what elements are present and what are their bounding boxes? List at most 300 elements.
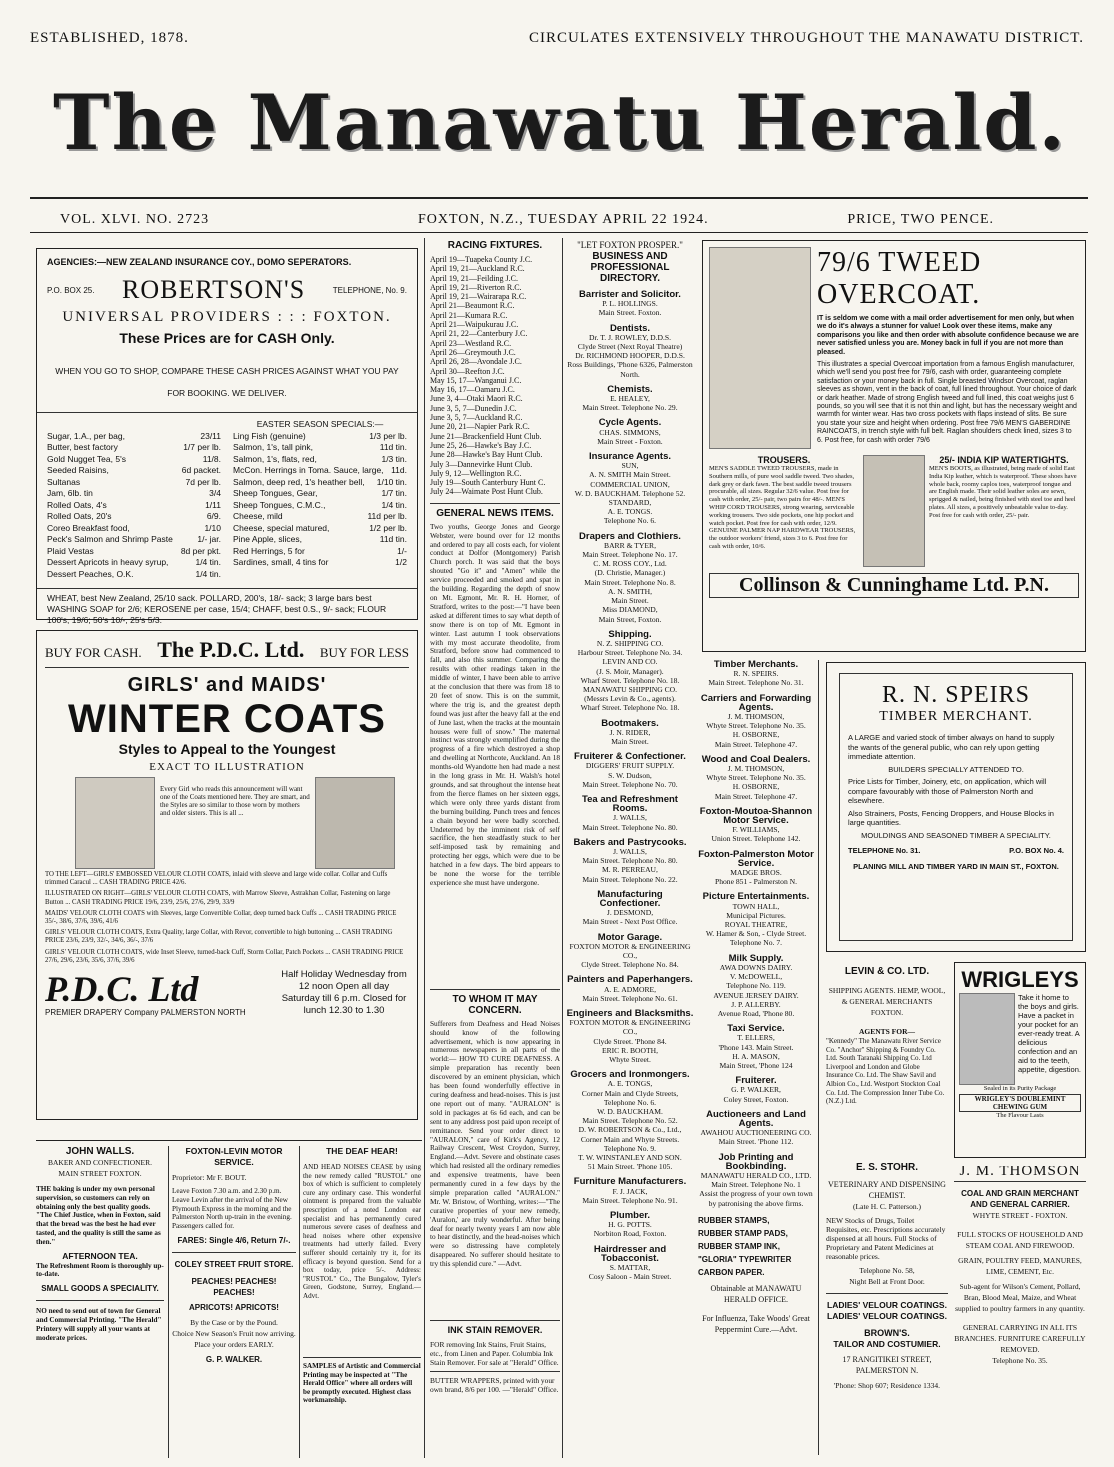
price-row: Coreo Breakfast food, 1/10: [47, 522, 221, 533]
directory-line: Main Street. Foxton.: [598, 308, 662, 318]
robertsons-name: ROBERTSON'S: [122, 275, 306, 304]
directory-entry: [698, 850, 814, 887]
directory-category: Bakers and Pastrycooks.: [573, 836, 687, 848]
directory-category: Carriers and Forwarding Agents.: [700, 692, 812, 713]
directory-line: Dr. T. J. ROWLEY, D.D.S.: [588, 332, 672, 342]
directory-line: Coley Street, Foxton.: [723, 1094, 789, 1104]
peaches-line: PEACHES! PEACHES! PEACHES!: [191, 1276, 277, 1297]
racing-list: April 19—Tuapeka County J.C. April 19, 21—Auckland R.C. April 19, 21—Feilding J.C. April 19, 21—Riverton R.C. April 19, 21—Wairarapa R.C. April 21—Beaumont R.C. April 21—Kumara R.C. April 21—Waipukurau J.C. April 21, 22—Canterbury J.C. April 23—Westland R.C. April 26—Greymouth J.C. April 26, 28—Avondale J.C. April 30—Reefton J.C. May 15, 17—Wanganui J.C. May 16, 17—Oamaru J.C. June 3, 4—Otaki Maori R.C. June 3, 5, 7—Dunedin J.C. June 3, 5, 7—Auckland R.C. June 20, 21—Napier Park R.C. June 21—Brackenfield Hunt Club. June 25, 26—Hawke's Bay J.C. June 28—Hawke's Bay Hunt Club. July 3—Dannevirke Hunt Club. July 9, 12—Wellington R.C. July 19—South Canterbury Hunt C. July 24—Waimate Post Hunt Club.: [430, 255, 546, 497]
directory-category: Job Printing and Bookbinding.: [718, 1151, 794, 1172]
directory-entry: [566, 933, 694, 970]
established-line: ESTABLISHED, 1878.: [30, 30, 189, 46]
levin-motor-title: FOXTON-LEVIN MOTOR SERVICE.: [185, 1146, 283, 1167]
speirs-para: Also Strainers, Posts, Fencing Droppers, and House Blocks in large quantities.: [848, 808, 1054, 827]
directory-line: Wharf Street. Telephone No. 18.: [580, 675, 680, 685]
directory-entry: [566, 324, 694, 379]
fruit-choice: Choice New Season's Fruit now arriving.: [172, 1328, 296, 1338]
pdc-buy-cash: BUY FOR CASH.: [45, 645, 142, 660]
directory-line: 'Phone 143. Main Street.: [718, 1042, 794, 1052]
directory-category: Tea and Refreshment Rooms.: [582, 793, 678, 815]
price-row: Sugar, 1.A., per bag, 23/11: [47, 430, 221, 441]
directory-line: Main Street. Telephone No. 8.: [584, 577, 676, 587]
stohr-telephone: Telephone No. 58,: [859, 1266, 915, 1275]
news-title: GENERAL NEWS ITEMS.: [436, 507, 554, 519]
directory-line: G. P. WALKER,: [731, 1085, 781, 1095]
stohr-title: E. S. STOHR.: [855, 1162, 919, 1173]
robertsons-compare: WHEN YOU GO TO SHOP, COMPARE THESE CASH PRICES AGAINST WHAT YOU PAY FOR BOOKING. WE DELIVER.: [55, 366, 399, 398]
directory-line: Harbour Street. Telephone No. 34.: [577, 648, 683, 658]
speirs-para: BUILDERS SPECIALLY ATTENDED TO.: [888, 764, 1024, 774]
directory-line: FOXTON MOTOR & ENGINEERING CO.,: [569, 1018, 691, 1037]
directory-category: Milk Supply.: [728, 952, 784, 964]
wrigleys-flavour: The Flavour Lasts: [996, 1112, 1044, 1119]
directory-line: Dr. RICHMOND HOOPER, D.D.S.: [575, 351, 685, 361]
directory-line: (J. S. Moir, Manager).: [596, 666, 664, 676]
thomson-para: GENERAL CARRYING IN ALL ITS BRANCHES. FURNITURE CAREFULLY REMOVED.: [954, 1323, 1086, 1354]
directory-entry: [566, 1245, 694, 1282]
ink-title: INK STAIN REMOVER.: [447, 1325, 543, 1335]
directory-line: A. E. ADMORE,: [603, 984, 657, 994]
wrigleys-figure: [959, 993, 1015, 1085]
levin-advert: [826, 966, 948, 1154]
speirs-name: R. N. SPEIRS: [881, 682, 1031, 708]
wrigleys-logo: WRIGLEYS: [961, 967, 1079, 992]
directory-entry: [566, 890, 694, 927]
directory-line: S. MATTAR,: [609, 1263, 651, 1273]
fruit-store-title: COLEY STREET FRUIT STORE.: [174, 1259, 294, 1269]
speirs-para: A LARGE and varied stock of timber always on hand to supply the wants of the general public, who can rely upon getting immediate attention.: [848, 733, 1055, 761]
directory-line: Main Street. Telephone 47.: [714, 739, 798, 749]
apricots-line: APRICOTS! APRICOTS!: [189, 1302, 279, 1312]
trousers-body: MEN'S SADDLE TWEED TROUSERS, made in Southern mills, of pure wool saddle tweed. Two shades, dark grey or dark fawn. The best saddle tweed trousers procurable, all sizes. Regular 32/6 value. Post free for cash with order, 25/- pair, two pairs for 48/-. MEN'S WHIP CORD TROUSERS, strong wearing, serviceable working trousers. Two side pockets, one hip pocket and watch pocket. Post free for cash with order, 12/9. GENUINE PALMER NAP HARDWEAR TROUSERS, the outdoor workers' friend, sizes 3 to 6. Post free for cash with order, 10/6.: [709, 465, 856, 550]
price-row: Salmon, 1's, tall pink, 11d tin.: [233, 442, 407, 452]
fruit-case: By the Case or by the Pound.: [190, 1317, 278, 1327]
price-row: Salmon, deep red, 1's heather bell, 1/10 tin.: [233, 476, 407, 487]
directory-line: Wharf Street. Telephone No. 18.: [580, 703, 680, 713]
thomson-advert: [954, 1166, 1086, 1456]
directory-line: F. J. JACK,: [612, 1186, 648, 1196]
price-row: Seeded Raisins, 6d packet.: [47, 465, 221, 475]
directory-entry: [566, 418, 694, 446]
pdc-coat-item: MAIDS' VELOUR CLOTH COATS with Sleeves, large Convertible Collar, deep turned back Cuffs ... CASH TRADING PRICE 35/-, 38/6, 37/6, 39/6, 41/6: [45, 909, 397, 926]
directory-line: Main Street. Telephone No. 70.: [582, 779, 678, 789]
directory-line: Main Street. Telephone No. 52.: [582, 1116, 678, 1126]
news-body: Two youths, George Jones and George Webster, were bound over for 12 months and ordered to pay all costs each, for violent conduct at Dolfor (Montgomery) Parish Church porch. It was said that the boys shouted "Go it" and "Amen" while the service proceeded and smoked and spat in the building. Regarding the depth of snow on Mt. Egmont, Mr. R. H. Horner, of Stratford, writes to the post:—"I have been asked at different times to say what depth of snow there is on top of Mt. Egmont in winter. Last autumn I took observations with my most accurate theodolite, from Stratford, before snow had commenced to fall, and also this summer. Comparing the results with other readings taken in the middle of winter, I have been able to arrive at the conclusion that there was from 18 to 20 feet of snow. This is on the summit, where the trig is, and the greatest depth found was just after the heavy fall at the end of June last, when the tracks at the mountain houses were full of snow." The maternal instinct was strongly exemplified during the progress of a fire which destroyed a shop and dwelling at Northcote, Auckland. An 18 months-old Wyandotte hen had made a nest in the long grass in Mr. H. Walsh's hotel grounds, and sat throughout the intense heat from the fierce flames on her sixteen eggs, which were only three yards distant from the burning building. Punch trees and fences a chain beyond her were badly scorched. Undeterred by the imminent risk of self sacrifice, the hen steadfastly stuck to her self-imposed task by remaining and protecting her eggs, which were due to be hatched in a few days. The bird appears to be none the worse for the terrible experience she must have undergone.: [430, 522, 560, 887]
overcoat-title: 79/6 TWEED OVERCOAT.: [817, 247, 982, 310]
directory-category: Foxton-Moutoa-Shannon Motor Service.: [699, 805, 813, 827]
directory-line: H. OSBORNE,: [732, 782, 780, 792]
thomson-street: WHYTE STREET - FOXTON.: [972, 1211, 1068, 1220]
directory-line: H. A. MASON,: [732, 1051, 780, 1061]
directory-entry: [698, 1153, 814, 1208]
directory-line: A. N. SMITH,: [607, 586, 653, 596]
directory-entry: [566, 290, 694, 318]
directory-category: Fruiterer & Confectioner.: [574, 751, 686, 763]
directory-line: 51 Main Street. 'Phone 105.: [587, 1162, 673, 1172]
concern-title: TO WHOM IT MAY CONCERN.: [452, 993, 538, 1016]
robertsons-wheat: WHEAT, best New Zealand, 25/10 sack. POLLARD, 200's, 18/- sack; 3 large bars best WASHING SOAP for 2/6; KEROSENE per case, 15/4; CHAFF, best 0.S., 9/- sack; FLOUR 100's, 19/6; 50's 10/-, 25's 5/3.: [47, 593, 387, 625]
directory-line: Main Street. Telephone No. 1: [711, 1180, 801, 1190]
directory-line: Whyte Street.: [609, 1055, 651, 1065]
pdc-styles: Styles to Appeal to the Youngest: [118, 741, 336, 757]
directory-line: H. OSBORNE,: [732, 730, 780, 740]
directory-category: Bootmakers.: [601, 717, 659, 729]
directory-line: Main Street.: [611, 736, 649, 746]
directory-line: COMMERCIAL UNION,: [590, 479, 670, 489]
price-row: Dessert Apricots in heavy syrup, 1/4 tin.: [47, 557, 221, 567]
walls-advert: [36, 1146, 164, 1458]
wrigleys-pack: WRIGLEY'S DOUBLEMINT CHEWING GUM: [959, 1094, 1081, 1112]
concern-body: Sufferers from Deafness and Head Noises should know of the following advertisement, which is now appearing in numerous newspapers in all parts of the world:— HOW TO CURE DEAFNESS. A simple preparation has recently been discovered by an eminent physician, which has been found wonderfully effective in curing deafness and head-noises. This is just one report out of many. "AURALON" is sold in packages at 6s 6d each, and can be sent to any address post paid upon receipt of remittance. Send your order direct to "AURALON," care of Kirk's Agency, 12 Railway Crescent, West Croydon, Surrey, England.—Advt. Severe and obstinate cases which had resisted all the ordinary remedies and expensive treatments, have been permanently cured in a few days by the simple preparation called "AURALON." Mr. W. Bristow, of Worthing, writes:—"The curative properties of your new remedy, 'Auralon,' are truly wonderful. After being deaf for nearly twenty years I am now able to hear distinctly, and the head-noises which were so distressing have completely disappeared. No sufferer should hesitate to try this splendid cure." —Advt.: [430, 1019, 560, 1269]
pdc-name: The P.D.C. Ltd.: [157, 637, 305, 662]
directory-line: (D. Christie, Manager.): [594, 568, 666, 578]
directory-entry: [566, 1070, 694, 1171]
levin-motor-body: Leave Foxton 7.30 a.m. and 2.30 p.m. Leave Levin after the arrival of the New Plymouth Express in the morning and the Palmerston North up-train in the evening. Passengers called for.: [172, 1187, 292, 1231]
levin-title: LEVIN & CO. LTD.: [844, 966, 930, 977]
speirs-advert: [826, 662, 1086, 952]
directory-entry: [566, 630, 694, 713]
directory-line: Clyde Street (Next Royal Theatre): [577, 342, 683, 352]
header-rule-top: [30, 197, 1088, 199]
price-row: McCon. Herrings in Toma. Sauce, large, 11d.: [233, 465, 407, 475]
directory-line: Phone 851 - Palmerston N.: [714, 877, 798, 887]
directory-line: Union Street. Telephone 142.: [711, 834, 801, 844]
walls-body: THE baking is under my own personal supervision, so customers can rely on obtaining only the best quality goods. "The Chief Justice, when in Foxton, said that the bread was the best he had ever tasted, and the quality is still the same as then.": [36, 1185, 161, 1246]
butter-wrappers: BUTTER WRAPPERS, printed with your own brand, 8/6 per 100. —"Herald" Office.: [430, 1376, 559, 1394]
directory-line: Main Street. Telephone No. 22.: [582, 874, 678, 884]
directory-line: Whyte Street. Telephone No. 35.: [706, 773, 806, 783]
levin-shipping: SHIPPING AGENTS. HEMP, WOOL, & GENERAL MERCHANTS FOXTON.: [828, 986, 946, 1017]
directory-line: Telephone No. 6.: [603, 516, 657, 526]
directory-line: (Messrs Levin & Co., agents).: [584, 694, 676, 704]
directory-entry: [698, 1024, 814, 1070]
robertsons-agencies: AGENCIES:—NEW ZEALAND INSURANCE COY., DOMO SEPERATORS.: [47, 257, 352, 267]
stohr-sub: VETERINARY AND DISPENSING CHEMIST.: [828, 1180, 946, 1200]
directory-line: V. McDOWELL,: [729, 972, 783, 982]
column-rule: [424, 238, 425, 1458]
directory-line: J. DESMOND,: [606, 908, 654, 918]
bottom-rule: [36, 1140, 422, 1141]
fruit-order: Place your orders EARLY.: [194, 1339, 274, 1349]
directory-line: LEVIN AND CO.: [602, 657, 658, 667]
price-row: Sheep Tongues, C.M.C., 1/4 tin.: [233, 499, 407, 510]
printing-samples: SAMPLES of Artistic and Commercial Printing may be inspected at "The Herald Office" where all orders will be promptly executed. Highest class workmanship.: [303, 1362, 421, 1405]
directory-line: W. D. BAUCKHAM. Telephone 52.: [574, 488, 686, 498]
directory-entry: [566, 838, 694, 884]
directory-line: DIGGERS' FRUIT SUPPLY.: [585, 761, 675, 771]
directory-line: Corner Main and Whyte Streets.: [580, 1134, 680, 1144]
directory-line: MANAWATU HERALD CO., LTD.: [700, 1170, 812, 1180]
pdc-exact: EXACT TO ILLUSTRATION: [149, 761, 305, 773]
directory-line: Ross Buildings, 'Phone 6326, Palmerston North.: [567, 360, 693, 379]
directory-line: Main Street. Telephone No. 29.: [582, 403, 678, 413]
directory-line: Main Street. Telephone No. 61.: [582, 993, 678, 1003]
browns-name: BROWN'S.: [864, 1328, 910, 1338]
levin-motor-fares: FARES: Single 4/6, Return 7/-.: [177, 1235, 291, 1245]
directory-category: Motor Garage.: [597, 931, 663, 943]
directory-category: Plumber.: [609, 1210, 651, 1222]
browns-city: PALMERSTON N.: [855, 1366, 919, 1375]
price-row: Rolled Oats, 4's 1/11: [47, 499, 221, 510]
price-row: Salmon, 1's, flats, red, 1/3 tin.: [233, 453, 407, 464]
directory-category: Furniture Manufacturers.: [573, 1176, 687, 1188]
directory-category: Shipping.: [608, 628, 652, 640]
directory-line: Main Street. Telephone No. 80.: [582, 856, 678, 866]
directory-line: J. WALLS,: [613, 813, 647, 823]
levin-agent-list: "Kennedy" The Manawatu River Service Co. "Anchor" Shipping & Foundry Co. Ltd. South Taranaki Shipping Co. Ltd Liverpool and London and Globe Insurance Co. Ltd. The Shaw Savil and Albion Co., Ltd. Westport Stockton Coal Co. Ltd. The Compression Inner Tube Co. (N.Z.) Ltd.: [826, 1037, 945, 1106]
directory-line: Telephone No. 9.: [603, 1143, 657, 1153]
directory-line: Telephone No. 7.: [729, 938, 783, 948]
directory-category: Grocers and Ironmongers.: [570, 1069, 690, 1081]
speirs-trade: TIMBER MERCHANT.: [879, 709, 1033, 724]
directory-entry: [566, 752, 694, 789]
directory-line: T. W. WINSTANLEY AND SON.: [578, 1153, 682, 1163]
stohr-late: (Late H. C. Patterson.): [853, 1202, 921, 1211]
walls-trade: BAKER AND CONFECTIONER.: [48, 1158, 152, 1167]
directory-line: Miss DIAMOND,: [602, 605, 658, 615]
directory-entry: [566, 385, 694, 413]
directory-line: Main Street. Telephone No. 80.: [582, 822, 678, 832]
easter-specials-heading: EASTER SEASON SPECIALS:—: [256, 419, 384, 429]
directory-line: C. M. ROSS COY., Ltd.: [593, 559, 667, 569]
directory-line: W. Hamer & Son, - Clyde Street.: [705, 929, 807, 939]
directory-line: Clyde Street. 'Phone 84.: [593, 1036, 667, 1046]
directory-line: FOXTON MOTOR & ENGINEERING CO.,: [569, 941, 691, 960]
robertsons-left-prices: [47, 419, 227, 580]
directory-line: Main Street - Foxton.: [597, 436, 663, 446]
pdc-intro: Every Girl who reads this announcement will want one of the Coats mentioned here. They are smart, and the Styles are so similar to those worn by mothers and older sisters. This is all ...: [160, 785, 310, 817]
directory-line: Main Street, 'Phone 124: [719, 1060, 793, 1070]
coatings-line: LADIES' VELOUR COATINGS.: [827, 1300, 947, 1310]
trousers-heading: TROUSERS.: [757, 455, 811, 465]
circulation-line: CIRCULATES EXTENSIVELY THROUGHOUT THE MANAWATU DISTRICT.: [529, 30, 1084, 46]
directory-line: ERIC R. BOOTH,: [601, 1045, 659, 1055]
directory-line: Whyte Street. Telephone No. 35.: [706, 721, 806, 731]
price-row: Sheep Tongues, Gear, 1/7 tin.: [233, 488, 407, 498]
directory-category: Barrister and Solicitor.: [579, 289, 681, 300]
speirs-planing: PLANING MILL AND TIMBER YARD IN MAIN ST., FOXTON.: [853, 861, 1059, 871]
browns-address: 17 RANGITIKEI STREET,: [842, 1355, 932, 1364]
directory-category: Timber Merchants.: [713, 660, 799, 670]
directory-line: S. W. Dudson,: [608, 770, 652, 780]
robertsons-pobox: P.O. BOX 25.: [47, 285, 95, 295]
directory-line: Clyde Street. Telephone No. 84.: [581, 960, 679, 970]
news-column: [430, 240, 560, 1455]
directory-category: Engineers and Blacksmiths.: [566, 1008, 694, 1020]
directory-line: Main Street. Telephone No. 91.: [582, 1195, 678, 1205]
directory-entry: [566, 1009, 694, 1064]
directory-category: Auctioneers and Land Agents.: [706, 1108, 806, 1129]
deaf-title: THE DEAF HEAR!: [326, 1146, 398, 1156]
directory-line: Assist the progress of your own town by patronising the above firms.: [699, 1189, 813, 1208]
speirs-para: Price Lists for Timber, Joinery, etc, on application, which will compare favourably with those of Palmerston North and elsewhere.: [848, 777, 1047, 805]
boots-heading: 25/- INDIA KIP WATERTIGHTS.: [939, 455, 1069, 465]
directory-line: J. M. THOMSON,: [727, 712, 785, 722]
directory-entry: [698, 1076, 814, 1104]
price-row: Plaid Vestas 8d per pkt.: [47, 545, 221, 556]
thomson-para: Sub-agent for Wilson's Cement, Pollard, Bran, Blood Meal, Maize, and Wheat supplied to poultry farmers in any quantity.: [955, 1282, 1085, 1313]
directory-category: Taxi Service.: [727, 1023, 785, 1035]
directory-line: T. ELLERS,: [737, 1033, 775, 1043]
directory-line: Norbiton Road, Foxton.: [593, 1229, 667, 1239]
directory-line: Cosy Saloon - Main Street.: [588, 1272, 672, 1282]
column-rule: [168, 1146, 169, 1458]
middle-directory-list: [698, 660, 814, 1208]
directory-line: AWA DOWNS DAIRY.: [719, 962, 793, 972]
pdc-logo-sub: PREMIER DRAPERY Company PALMERSTON NORTH: [45, 1007, 246, 1017]
directory-category: Fruiterer.: [735, 1075, 777, 1087]
directory-entry: [566, 975, 694, 1003]
price-row: Sardines, small, 4 tins for 1/2: [233, 557, 407, 567]
directory-line: P. L. HOLLINGS.: [602, 299, 658, 309]
browns-trade: TAILOR AND COSTUMIER.: [833, 1339, 941, 1349]
ink-body: FOR removing Ink Stains, Fruit Stains, etc., from Linen and Paper. Columbia Ink Stain Remover. For sale at "Herald" Office.: [430, 1340, 559, 1367]
directory-line: W. D. BAUCKHAM.: [597, 1107, 663, 1117]
column-rule: [818, 660, 819, 1455]
directory-line: TOWN HALL,: [732, 901, 780, 911]
pdc-logo: P.D.C. Ltd: [45, 968, 199, 1009]
pdc-girls-maids: GIRLS' and MAIDS': [127, 674, 327, 696]
directory-line: N. Z. SHIPPING CO.: [596, 638, 664, 648]
directory-column: [566, 240, 694, 1455]
girl-coat-illustration-right: [315, 777, 395, 869]
directory-entry: [698, 1110, 814, 1147]
price-row: Dessert Peaches, O.K. 1/4 tin.: [47, 568, 221, 579]
directory-entry: [566, 719, 694, 747]
directory-entry: [698, 694, 814, 749]
coatings-line: LADIES' VELOUR COATINGS.: [827, 1311, 947, 1321]
directory-line: J. WALLS,: [613, 846, 647, 856]
directory-line: BARR & TYER,: [604, 540, 656, 550]
directory-line: R. N. SPEIRS.: [733, 669, 779, 679]
directory-category: Manufacturing Confectioner.: [597, 888, 663, 909]
levin-motor-advert: [172, 1146, 296, 1458]
header-rule-bottom: [30, 232, 1088, 233]
boot-illustration: [863, 455, 925, 567]
robertsons-right-prices: [227, 419, 407, 580]
directory-line: A. E. TONGS.: [607, 507, 653, 517]
directory-entry: [698, 807, 814, 844]
directory-category: Painters and Paperhangers.: [567, 974, 693, 986]
directory-line: F. WILLIAMS,: [732, 825, 780, 835]
pdc-coat-item: GIRLS' VELOUR CLOTH COATS, wide Inset Sleeve, turned-back Cuff, Storm Collar, Patch Pockets ... CASH TRADING PRICE 27/6, 29/6, 23/6, 35/6, 37/6, 39/6: [45, 948, 404, 964]
boots-body: MEN'S BOOTS, as illustrated, being made of solid East India Kip leather, which is waterproof. These shoes have whole back, roomy caplos toes, waterproof tongue and are English made. Their solid leather soles are sewn, sprigged & nailed, being finished with steel toe and heel plates. All sizes, a positively unbeatable value to-day. Post free for cash with order, 25/- pair.: [929, 465, 1077, 519]
racing-title: RACING FIXTURES.: [447, 240, 543, 251]
overcoat-intro: IT is seldom we come with a mail order advertisement for men only, but when we do it's always a stunner for value! Look over these items, make any comparisons you like and then order with absolute confidence because we are never satisfied unless you are. Money back in full if you are not more than pleased.: [817, 315, 1079, 356]
pdc-half-holiday: Half Holiday Wednesday from 12 noon Open all day Saturday till 6 p.m. Closed for lunch 12.30 to 1.30: [281, 969, 407, 1017]
directory-category: Insurance Agents.: [588, 451, 671, 463]
stohr-advert: [826, 1162, 948, 1457]
directory-line: Corner Main and Clyde Streets,: [581, 1088, 679, 1098]
directory-category: Wood and Coal Dealers.: [701, 753, 811, 765]
directory-line: Avenue Road, 'Phone 80.: [717, 1008, 795, 1018]
directory-line: Main Street - Next Post Office.: [582, 917, 678, 927]
directory-entry: [566, 1177, 694, 1205]
pdc-coat-item: GIRLS' VELOUR CLOTH COATS, Extra Quality, large Collar, with Revor, convertible to high buttoning ... CASH TRADING PRICE 23/6, 23/9, 32/-, 34/6, 36/-, 37/6: [45, 929, 393, 945]
walls-tea-body: The Refreshment Room is thoroughly up-to-date.: [36, 1261, 164, 1279]
directory-line: Main Street. Telephone No. 17.: [582, 550, 678, 560]
walls-small: SMALL GOODS A SPECIALITY.: [41, 1284, 159, 1294]
directory-line: CHAS. SIMMONS,: [599, 427, 661, 437]
thomson-trade: COAL AND GRAIN MERCHANT AND GENERAL CARRIER.: [961, 1189, 1079, 1209]
directory-line: MADGE BROS.: [730, 868, 782, 878]
collinson-logo: Collinson & Cunninghame Ltd. P.N.: [709, 573, 1079, 598]
directory-line: J. M. THOMSON,: [727, 764, 785, 774]
robertsons-universal: UNIVERSAL PROVIDERS : : : FOXTON.: [62, 309, 392, 325]
directory-line: AWAHOU AUCTIONEERING CO.: [700, 1128, 812, 1138]
speirs-para: MOULDINGS AND SEASONED TIMBER A SPECIALITY.: [861, 830, 1051, 840]
directory-entry: [566, 532, 694, 624]
directory-entry: [566, 795, 694, 832]
overcoat-illustration: [709, 247, 811, 449]
directory-line: E. HEALEY,: [610, 394, 650, 404]
fruit-signature: G. P. WALKER.: [205, 1354, 263, 1364]
directory-entry: [566, 1211, 694, 1239]
pdc-advert: [36, 630, 418, 1120]
thomson-para: GRAIN, POULTRY FEED, MANURES, LIME, CEMENT, Etc.: [958, 1256, 1082, 1276]
directory-line: Main Street. Telephone 47.: [714, 791, 798, 801]
price-row: Red Herrings, 5 for 1/-: [233, 545, 407, 556]
directory-slogan: "LET FOXTON PROSPER.": [577, 240, 683, 250]
robertsons-advert: [36, 248, 418, 625]
price-row: Rolled Oats, 20's 6/9.: [47, 511, 221, 521]
directory-line: J. P. ALLERBY.: [731, 999, 781, 1009]
pdc-winter-coats: WINTER COATS: [68, 697, 386, 741]
price-row: Ling Fish (genuine) 1/3 per lb.: [233, 430, 407, 441]
directory-title: BUSINESS AND PROFESSIONAL DIRECTORY.: [590, 251, 670, 284]
herald-printery: NO need to send out of town for General and Commercial Printing. "The Herald" Printery will supply all your wants at moderate prices.: [36, 1307, 162, 1342]
wrigleys-advert: [954, 962, 1086, 1158]
pdc-coat-item: ILLUSTRATED ON RIGHT—GIRLS' VELOUR CLOTH COATS, with Marrow Sleeve, Astrakhan Collar, Fastening on large Button ... CASH TRADING PRICE 19/6, 23/9, 25/6, 27/6, 29/9, 33/9: [45, 890, 391, 906]
wrigleys-sealed: Sealed in its Purity Package: [983, 1085, 1057, 1092]
directory-line: A. N. SMITH Main Street.: [589, 470, 671, 480]
volume-number: VOL. XLVI. NO. 2723: [60, 212, 210, 227]
directory-line: MANAWATU SHIPPING CO.: [582, 684, 678, 694]
directory-entry: [698, 660, 814, 688]
directory-line: STANDARD,: [608, 498, 652, 508]
walls-tea: AFTERNOON TEA.: [62, 1250, 138, 1261]
directory-line: J. N. RIDER,: [609, 727, 651, 737]
directory-category: Hairdresser and Tobacconist.: [593, 1243, 667, 1264]
price-row: Gold Nugget Tea, 5's 11/8.: [47, 453, 221, 464]
directory-line: Telephone No. 119.: [726, 981, 786, 991]
directory-line: Main Street, Foxton.: [598, 614, 662, 624]
browns-phone: 'Phone: Shop 607; Residence 1334.: [833, 1381, 941, 1390]
directory-line: Main Street.: [611, 596, 649, 606]
overcoat-body: This illustrates a special Overcoat importation from a famous English manufacturer, which we'll send you post free for 79/6, cash with order, guaranteeing complete satisfaction or your money back in full. Single breasted Windsor Overcoat, raglan sleeves as shown, vent in the back of coat, full lined throughout. Your choice of dark or dark heather. Made of strong English tweed and full lined, this coat weighs just 6 pounds, so you will see that it is not thin and light, but has the necessary weight and warmth for winter wear. Has two cross pockets with flaps instead of slits. Be sure you state your size and height when ordering. Post free 79/6 MEN'S GABERDINE RAINCOATS, in trench style with full belt. Raglan shoulders check lined, sizes 3 to 6. Post free, for cash with order 79/6: [817, 361, 1077, 444]
walls-street: MAIN STREET FOXTON.: [58, 1169, 142, 1178]
walls-name: JOHN WALLS.: [65, 1146, 135, 1157]
levin-motor-prop: Proprietor: Mr F. BOUT.: [172, 1173, 247, 1182]
directory-category: Foxton-Palmerston Motor Service.: [698, 848, 814, 869]
price-row: Cheese, special matured, 1/2 per lb.: [233, 522, 407, 533]
price-row: Cheese, mild 11d per lb.: [233, 511, 407, 521]
directory-line: M. R. PERREAU,: [602, 865, 658, 875]
directory-line: D. W. ROBERTSON & Co., Ltd.,: [578, 1125, 682, 1135]
directory-line: Municipal Pictures.: [726, 910, 786, 920]
ink-advert: [430, 1320, 560, 1458]
influenza-advert: For Influenza, Take Woods' Great Peppermint Cure.—Advt.: [702, 1313, 810, 1334]
directory-category: Picture Entertainments.: [702, 891, 810, 903]
thomson-name: J. M. THOMSON: [954, 1166, 1086, 1182]
price-row: Peck's Salmon and Shrimp Paste 1/- jar.: [47, 534, 221, 544]
issue-price: PRICE, TWO PENCE.: [847, 212, 994, 227]
directory-line: Main Street. Telephone No. 31.: [708, 678, 804, 688]
robertsons-telephone: TELEPHONE, No. 9.: [332, 285, 407, 295]
issue-date: FOXTON, N.Z., TUESDAY APRIL 22 1924.: [418, 212, 709, 227]
girl-coat-illustration-left: [75, 777, 155, 869]
price-row: Sultanas 7d per lb.: [47, 476, 221, 487]
